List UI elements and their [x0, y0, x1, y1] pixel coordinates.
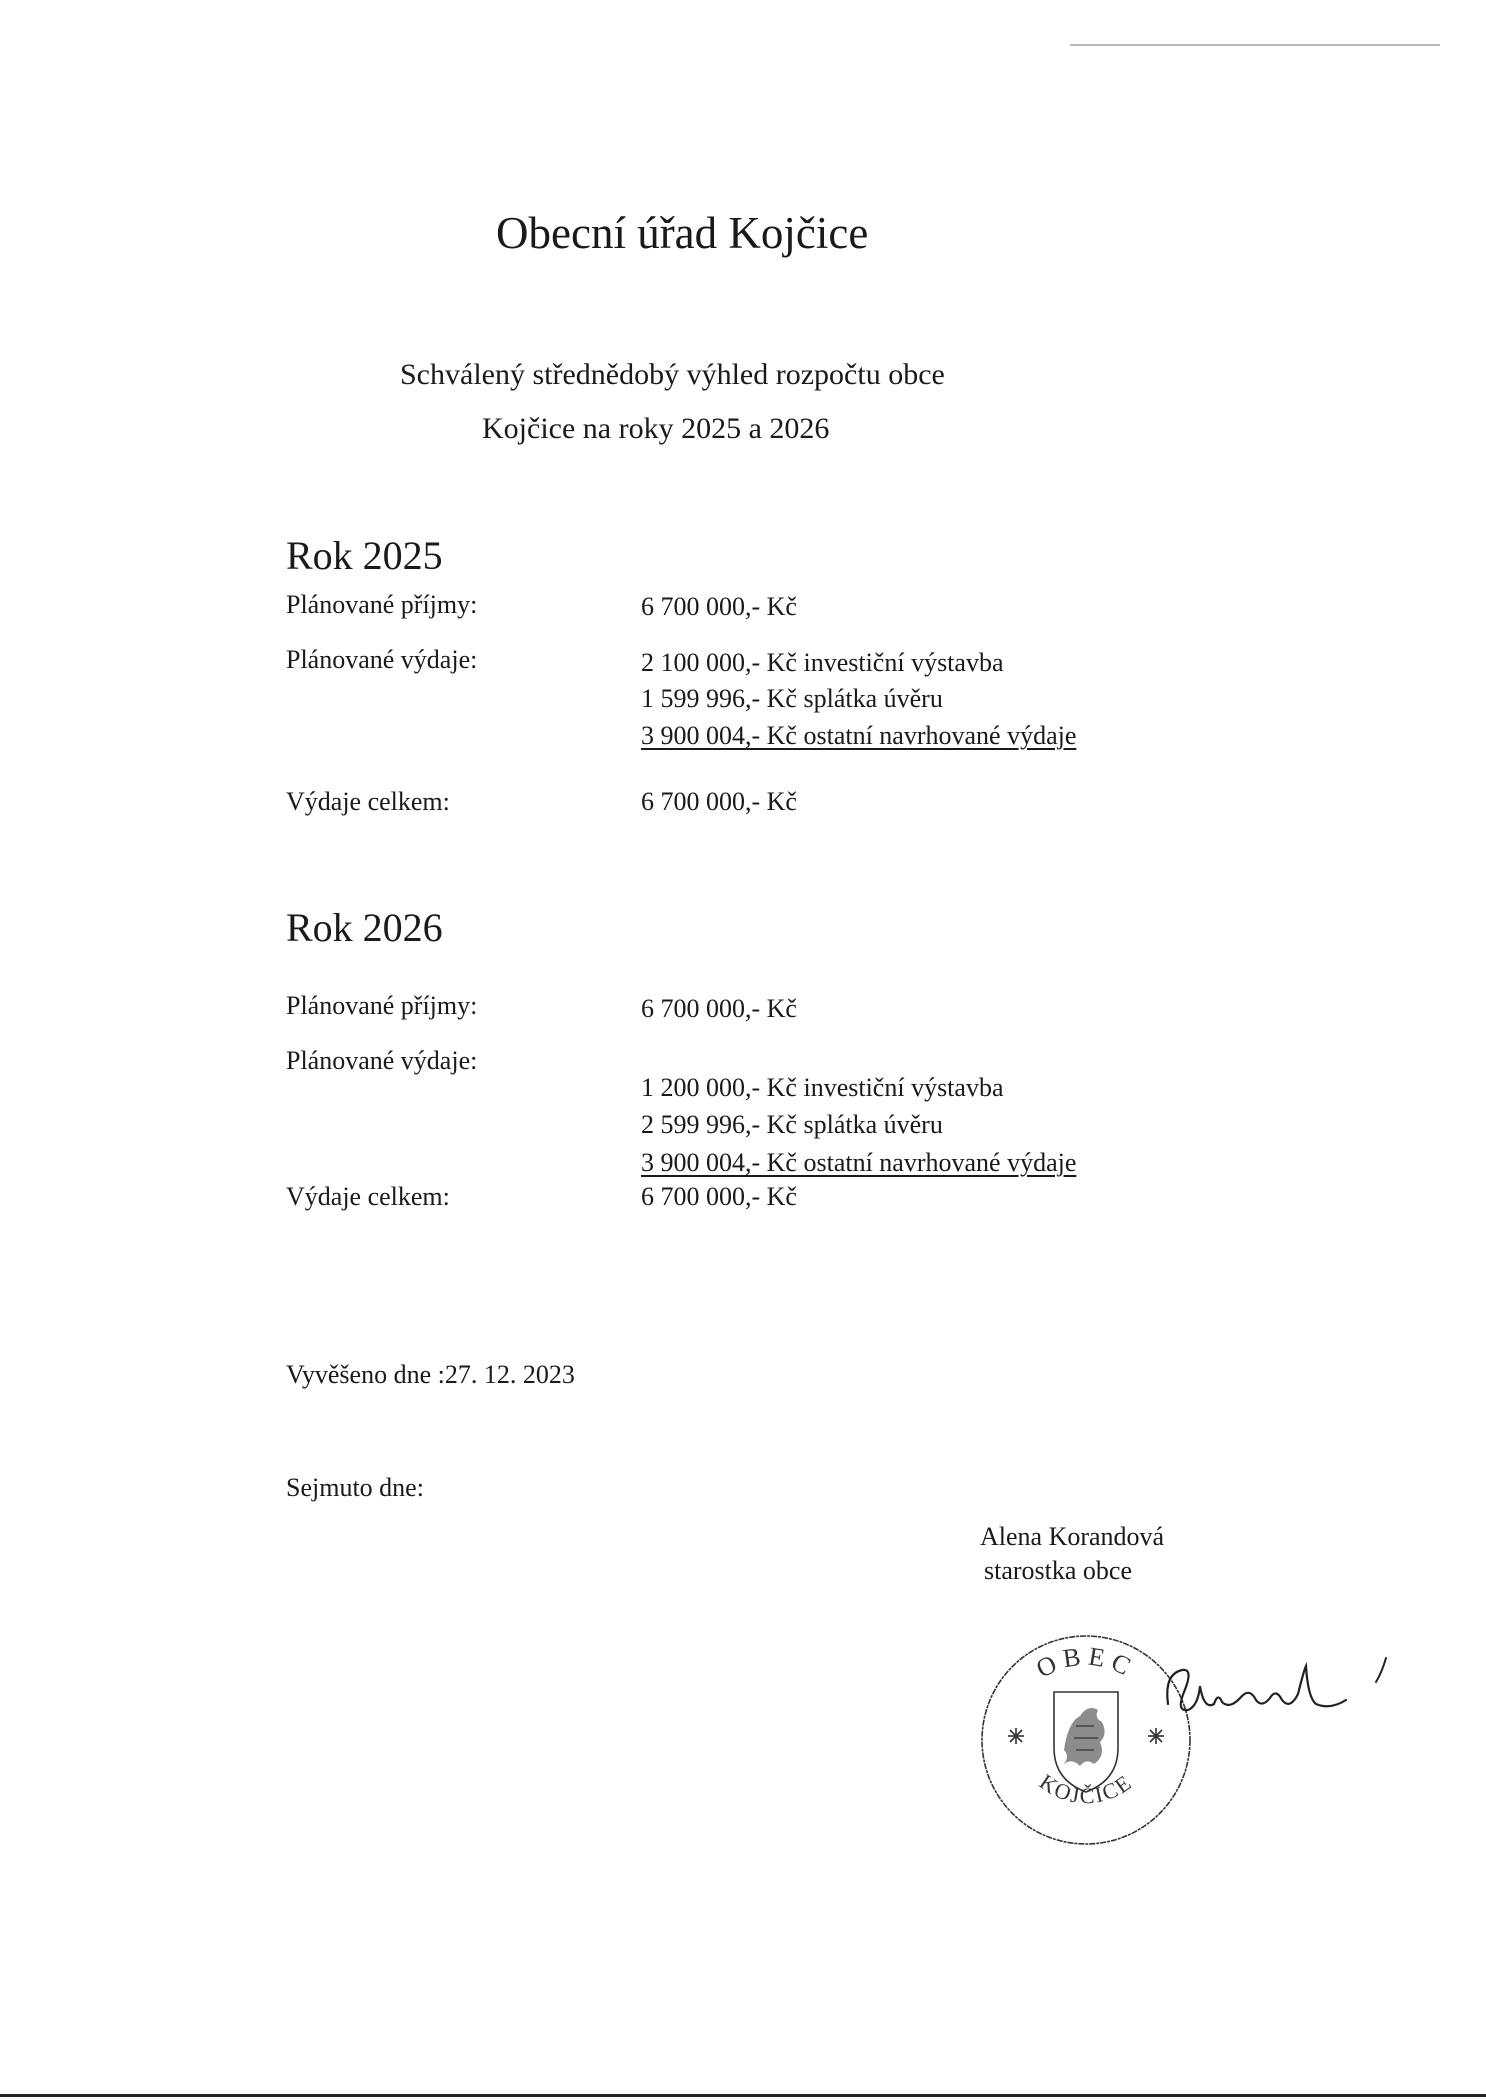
- handwritten-signature: [1160, 1652, 1400, 1732]
- coat-of-arms-icon: [1054, 1692, 1118, 1792]
- page-title: Obecní úřad Kojčice: [496, 208, 869, 258]
- income-label-2025: Plánované příjmy:: [286, 590, 478, 619]
- income-value-2026: 6 700 000,- Kč: [641, 994, 797, 1023]
- expense-line-investment-2025: 2 100 000,- Kč investiční výstavba: [641, 648, 1004, 677]
- scan-edge-line-bottom: [0, 2094, 1486, 2097]
- expense-line-loan-2025: 1 599 996,- Kč splátka úvěru: [641, 684, 943, 713]
- stamp-top-text: OBEC: [1031, 1641, 1141, 1684]
- posted-date: Vyvěšeno dne :27. 12. 2023: [286, 1360, 575, 1389]
- stamp-star-left-icon: [1008, 1728, 1024, 1744]
- expenses-label-2025: Plánované výdaje:: [286, 645, 478, 674]
- total-value-2025: 6 700 000,- Kč: [641, 787, 797, 816]
- expense-line-loan-2026: 2 599 996,- Kč splátka úvěru: [641, 1110, 943, 1139]
- stamp-bottom-text: KOJČICE: [1035, 1768, 1137, 1809]
- income-value-2025: 6 700 000,- Kč: [641, 592, 797, 621]
- year-2026-heading: Rok 2026: [286, 905, 443, 950]
- year-2025-heading: Rok 2025: [286, 533, 443, 578]
- expense-line-other-2025: 3 900 004,- Kč ostatní navrhované výdaje: [641, 721, 1077, 750]
- signatory-name: Alena Korandová: [980, 1522, 1165, 1551]
- subtitle-line-1: Schválený střednědobý výhled rozpočtu obce: [400, 358, 945, 391]
- total-label-2025: Výdaje celkem:: [286, 787, 450, 816]
- removed-date-label: Sejmuto dne:: [286, 1473, 424, 1502]
- scan-edge-line: [1070, 44, 1440, 46]
- expenses-label-2026: Plánované výdaje:: [286, 1046, 478, 1075]
- income-label-2026: Plánované příjmy:: [286, 991, 478, 1020]
- expense-line-other-2026: 3 900 004,- Kč ostatní navrhované výdaje: [641, 1148, 1077, 1177]
- total-value-2026: 6 700 000,- Kč: [641, 1182, 797, 1211]
- expense-line-investment-2026: 1 200 000,- Kč investiční výstavba: [641, 1073, 1004, 1102]
- signatory-role: starostka obce: [984, 1556, 1133, 1585]
- total-label-2026: Výdaje celkem:: [286, 1182, 450, 1211]
- subtitle-line-2: Kojčice na roky 2025 a 2026: [482, 412, 830, 445]
